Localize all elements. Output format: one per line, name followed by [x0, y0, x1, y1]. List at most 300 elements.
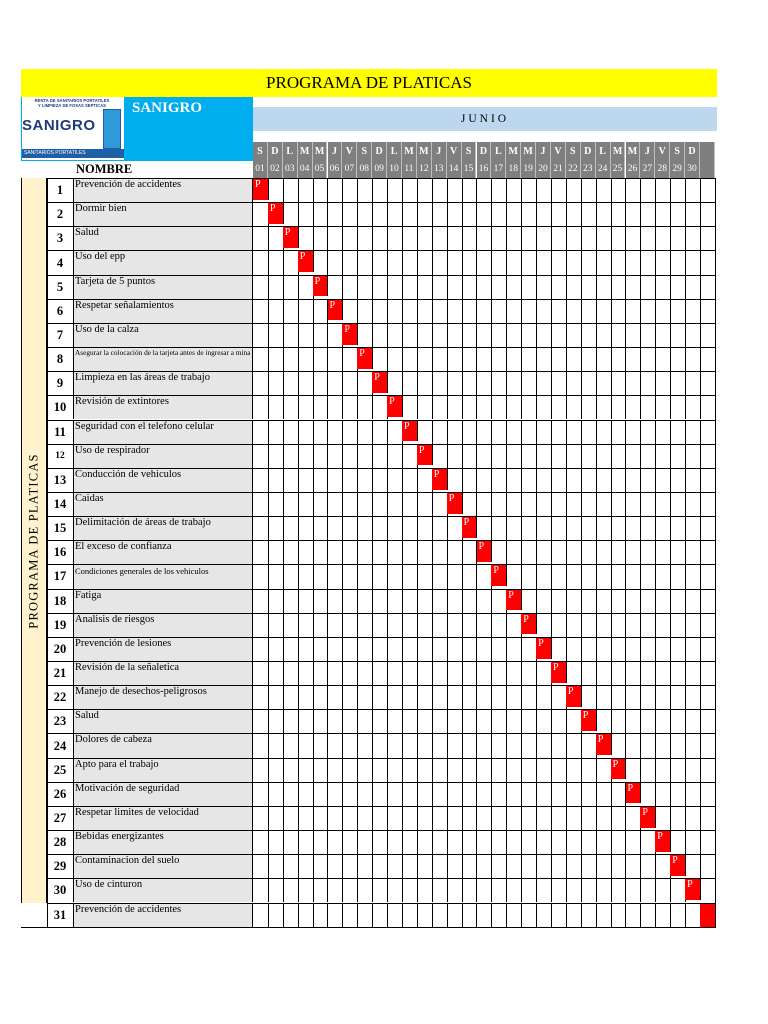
day-cell: [566, 468, 582, 492]
day-cell: [581, 589, 597, 613]
row-number: 9: [47, 371, 74, 395]
day-cell: [372, 685, 388, 709]
day-cell: [417, 709, 433, 733]
day-cell: [447, 637, 463, 661]
day-cell: [611, 878, 627, 902]
day-cell: [655, 250, 671, 274]
day-cell: [417, 226, 433, 250]
day-cell: [626, 709, 642, 733]
day-cell: [700, 250, 716, 274]
day-cell: [253, 903, 269, 927]
day-cell: [387, 178, 403, 202]
day-cell: [491, 782, 507, 806]
day-cell: [670, 733, 686, 757]
topic-name: Bebidas energizantes: [74, 830, 253, 854]
day-cell: [313, 758, 329, 782]
day-cell: [447, 758, 463, 782]
day-cell: [536, 395, 552, 419]
topic-name: Revisión de la señaletica: [74, 661, 253, 685]
day-cell: [670, 468, 686, 492]
day-cell: [447, 347, 463, 371]
day-cell: [447, 782, 463, 806]
day-cell: [298, 564, 314, 588]
day-cell: [700, 854, 716, 878]
day-cell: [402, 661, 418, 685]
day-cell: [447, 226, 463, 250]
day-cell: [298, 420, 314, 444]
day-cell: [700, 178, 716, 202]
day-cell: [253, 395, 269, 419]
day-cell: [566, 250, 582, 274]
day-cell: [626, 564, 642, 588]
topic-name: El exceso de confianza: [74, 540, 253, 564]
day-cell: [536, 661, 552, 685]
day-letter-header: S: [357, 142, 372, 160]
day-cell: [521, 637, 537, 661]
day-cell: [551, 540, 567, 564]
day-cell: [700, 299, 716, 323]
day-cell: [372, 830, 388, 854]
day-cell: [402, 250, 418, 274]
day-cell: [387, 371, 403, 395]
grid-left-line: [47, 178, 48, 927]
day-cell: [313, 903, 329, 927]
day-cell: [506, 782, 522, 806]
day-cell: [342, 202, 358, 226]
day-cell: [506, 806, 522, 830]
day-cell: [477, 226, 493, 250]
day-cell: [506, 854, 522, 878]
day-cell: [462, 371, 478, 395]
day-cell: [655, 178, 671, 202]
day-cell: [581, 685, 597, 709]
day-cell: [521, 806, 537, 830]
topic-name: Salud: [74, 226, 253, 250]
day-number-header: 30: [685, 160, 700, 178]
day-cell: [462, 347, 478, 371]
day-cell: [685, 758, 701, 782]
day-cell: [372, 733, 388, 757]
day-cell: [640, 323, 656, 347]
day-cell: [611, 323, 627, 347]
day-cell: [313, 854, 329, 878]
day-cell: [417, 589, 433, 613]
day-cell: [536, 226, 552, 250]
day-cell: [432, 371, 448, 395]
day-cell: [268, 275, 284, 299]
day-letter-header: M: [626, 142, 641, 160]
day-cell: [462, 782, 478, 806]
day-cell: [402, 492, 418, 516]
day-cell: [462, 661, 478, 685]
day-cell: [581, 564, 597, 588]
day-cell: [298, 878, 314, 902]
day-cell: [685, 661, 701, 685]
day-cell: [551, 516, 567, 540]
day-cell: [462, 420, 478, 444]
day-cell: [387, 782, 403, 806]
day-cell: [298, 830, 314, 854]
day-number-header: 14: [447, 160, 462, 178]
day-cell: [670, 516, 686, 540]
day-cell: [417, 806, 433, 830]
day-cell: [640, 758, 656, 782]
day-cell: [506, 420, 522, 444]
day-cell: [581, 758, 597, 782]
day-cell: [342, 395, 358, 419]
day-cell: [432, 709, 448, 733]
day-cell: [447, 830, 463, 854]
day-cell: [611, 516, 627, 540]
day-cell: [596, 299, 612, 323]
day-number-header: 24: [596, 160, 611, 178]
day-cell: [447, 733, 463, 757]
day-cell: [491, 613, 507, 637]
day-cell: [685, 444, 701, 468]
day-cell: [670, 202, 686, 226]
day-cell: [298, 685, 314, 709]
day-cell: [357, 733, 373, 757]
day-cell: [372, 444, 388, 468]
day-cell: [283, 492, 299, 516]
day-cell: [342, 685, 358, 709]
day-cell: [551, 226, 567, 250]
day-cell: [402, 637, 418, 661]
day-cell: [566, 782, 582, 806]
day-cell: [357, 878, 373, 902]
day-cell: [491, 492, 507, 516]
day-cell: [387, 202, 403, 226]
day-number-header: 15: [462, 160, 477, 178]
topic-name: Conducción de vehiculos: [74, 468, 253, 492]
day-cell: [357, 395, 373, 419]
day-cell: [670, 758, 686, 782]
day-cell: [581, 202, 597, 226]
day-cell: [253, 878, 269, 902]
day-cell: [447, 323, 463, 347]
row-number: 2: [47, 202, 74, 226]
day-cell: [536, 830, 552, 854]
day-number-header: 04: [298, 160, 313, 178]
day-cell: [417, 613, 433, 637]
day-cell: [432, 637, 448, 661]
day-cell: [596, 226, 612, 250]
day-cell: [462, 806, 478, 830]
day-cell: [566, 709, 582, 733]
day-cell: [506, 250, 522, 274]
day-cell: [626, 516, 642, 540]
day-cell: [640, 516, 656, 540]
day-cell: [372, 347, 388, 371]
day-cell: [462, 323, 478, 347]
day-cell: [402, 347, 418, 371]
day-cell: [491, 589, 507, 613]
day-cell: [596, 250, 612, 274]
day-cell: [417, 178, 433, 202]
day-cell: [506, 371, 522, 395]
day-cell: [640, 468, 656, 492]
talk-marker: P: [536, 637, 552, 659]
day-cell: [626, 444, 642, 468]
day-cell: [447, 516, 463, 540]
talk-marker: P: [462, 516, 478, 538]
day-cell: [521, 178, 537, 202]
day-cell: [551, 250, 567, 274]
row-number: 28: [47, 830, 74, 854]
day-cell: [298, 661, 314, 685]
day-cell: [640, 709, 656, 733]
day-cell: [342, 178, 358, 202]
day-cell: [372, 275, 388, 299]
day-cell: [313, 733, 329, 757]
day-cell: [611, 564, 627, 588]
day-letter-header: D: [268, 142, 283, 160]
day-cell: [313, 444, 329, 468]
day-cell: [670, 226, 686, 250]
day-cell: [640, 637, 656, 661]
day-cell: [462, 395, 478, 419]
day-cell: [655, 226, 671, 250]
day-cell: [596, 589, 612, 613]
topic-name: Motivación de seguridad: [74, 782, 253, 806]
day-cell: [566, 637, 582, 661]
day-cell: [268, 250, 284, 274]
day-cell: [626, 178, 642, 202]
day-cell: [611, 540, 627, 564]
day-cell: [328, 347, 344, 371]
day-cell: [298, 516, 314, 540]
day-number-header: 25: [611, 160, 626, 178]
day-cell: [491, 178, 507, 202]
day-cell: [432, 661, 448, 685]
day-cell: [372, 589, 388, 613]
day-cell: [253, 250, 269, 274]
day-cell: [298, 444, 314, 468]
day-cell: [685, 516, 701, 540]
day-cell: [626, 589, 642, 613]
row-number: 19: [47, 613, 74, 637]
day-cell: [253, 637, 269, 661]
day-cell: [596, 878, 612, 902]
day-cell: [417, 782, 433, 806]
day-cell: [283, 878, 299, 902]
day-cell: [283, 637, 299, 661]
day-cell: [402, 685, 418, 709]
day-cell: [536, 250, 552, 274]
day-cell: [670, 709, 686, 733]
day-cell: [551, 782, 567, 806]
day-cell: [357, 516, 373, 540]
talk-marker: P: [491, 564, 507, 586]
day-cell: [700, 637, 716, 661]
day-cell: [566, 733, 582, 757]
topic-name: Revisión de extintores: [74, 395, 253, 419]
day-number-header: 21: [551, 160, 566, 178]
day-cell: [477, 878, 493, 902]
day-cell: [357, 854, 373, 878]
day-cell: [596, 782, 612, 806]
day-cell: [402, 178, 418, 202]
day-cell: [328, 468, 344, 492]
day-cell: [357, 709, 373, 733]
day-cell: [596, 613, 612, 637]
day-cell: [283, 854, 299, 878]
day-cell: [313, 250, 329, 274]
day-cell: [268, 878, 284, 902]
day-cell: [640, 733, 656, 757]
row-number: 31: [47, 903, 74, 927]
day-cell: [298, 395, 314, 419]
day-cell: [253, 709, 269, 733]
day-cell: [506, 903, 522, 927]
day-cell: [387, 420, 403, 444]
day-cell: [417, 420, 433, 444]
day-cell: [283, 685, 299, 709]
day-cell: [402, 540, 418, 564]
day-cell: [491, 661, 507, 685]
talk-marker: P: [640, 806, 656, 828]
day-number-header: 08: [357, 160, 372, 178]
side-panel: [21, 178, 47, 903]
day-cell: [328, 178, 344, 202]
day-cell: [402, 589, 418, 613]
day-cell: [417, 903, 433, 927]
day-cell: [655, 323, 671, 347]
day-cell: [596, 637, 612, 661]
day-cell: [655, 733, 671, 757]
day-cell: [655, 613, 671, 637]
day-cell: [342, 733, 358, 757]
day-cell: [521, 226, 537, 250]
day-cell: [596, 685, 612, 709]
day-cell: [581, 613, 597, 637]
day-cell: [328, 733, 344, 757]
day-cell: [670, 444, 686, 468]
day-cell: [372, 661, 388, 685]
day-cell: [268, 854, 284, 878]
day-letter-header: M: [506, 142, 521, 160]
day-cell: [685, 275, 701, 299]
day-cell: [462, 299, 478, 323]
day-cell: [313, 323, 329, 347]
day-cell: [581, 371, 597, 395]
day-cell: [268, 661, 284, 685]
day-cell: [357, 589, 373, 613]
day-cell: [670, 395, 686, 419]
day-cell: [506, 226, 522, 250]
day-letter-header: M: [611, 142, 626, 160]
day-cell: [670, 613, 686, 637]
day-cell: [298, 806, 314, 830]
day-cell: [372, 226, 388, 250]
day-cell: [685, 371, 701, 395]
day-cell: [357, 202, 373, 226]
day-cell: [611, 395, 627, 419]
day-cell: [387, 903, 403, 927]
day-cell: [253, 516, 269, 540]
day-cell: [357, 782, 373, 806]
day-cell: [536, 275, 552, 299]
day-cell: [313, 637, 329, 661]
day-cell: [342, 444, 358, 468]
day-cell: [551, 444, 567, 468]
day-cell: [357, 420, 373, 444]
day-cell: [417, 540, 433, 564]
day-cell: [491, 685, 507, 709]
day-cell: [685, 347, 701, 371]
day-cell: [283, 564, 299, 588]
day-cell: [581, 323, 597, 347]
day-cell: [536, 420, 552, 444]
grid-bottom-line: [47, 927, 716, 928]
day-cell: [611, 854, 627, 878]
day-cell: [536, 516, 552, 540]
day-cell: [670, 830, 686, 854]
day-cell: [626, 661, 642, 685]
day-cell: [477, 516, 493, 540]
day-cell: [447, 613, 463, 637]
day-cell: [387, 564, 403, 588]
day-cell: [372, 854, 388, 878]
day-cell: [417, 275, 433, 299]
talk-marker: P: [313, 275, 329, 297]
day-cell: [372, 637, 388, 661]
day-number-header: 12: [417, 160, 432, 178]
day-cell: [268, 589, 284, 613]
day-cell: [506, 540, 522, 564]
day-cell: [551, 178, 567, 202]
day-cell: [342, 903, 358, 927]
day-cell: [432, 492, 448, 516]
topic-name: Prevención de accidentes: [74, 903, 253, 927]
day-cell: [506, 709, 522, 733]
day-cell: [313, 347, 329, 371]
day-letter-header: L: [596, 142, 611, 160]
day-cell: [685, 250, 701, 274]
day-cell: [596, 178, 612, 202]
day-cell: [506, 275, 522, 299]
day-cell: [432, 854, 448, 878]
day-cell: [491, 830, 507, 854]
day-cell: [402, 226, 418, 250]
day-cell: [253, 492, 269, 516]
day-cell: [462, 613, 478, 637]
day-cell: [268, 299, 284, 323]
day-cell: [268, 178, 284, 202]
day-cell: [700, 806, 716, 830]
day-cell: [655, 540, 671, 564]
day-cell: [596, 323, 612, 347]
day-cell: [640, 589, 656, 613]
grid-right-line: [715, 178, 716, 928]
row-number: 7: [47, 323, 74, 347]
day-cell: [611, 709, 627, 733]
day-cell: [417, 492, 433, 516]
day-cell: [491, 468, 507, 492]
day-cell: [402, 613, 418, 637]
day-cell: [447, 685, 463, 709]
column-header-nombre: [74, 160, 252, 177]
day-cell: [491, 444, 507, 468]
day-cell: [700, 685, 716, 709]
day-cell: [313, 830, 329, 854]
day-cell: [477, 468, 493, 492]
day-cell: [298, 540, 314, 564]
day-cell: [685, 830, 701, 854]
day-cell: [685, 733, 701, 757]
day-cell: [670, 178, 686, 202]
day-cell: [313, 878, 329, 902]
